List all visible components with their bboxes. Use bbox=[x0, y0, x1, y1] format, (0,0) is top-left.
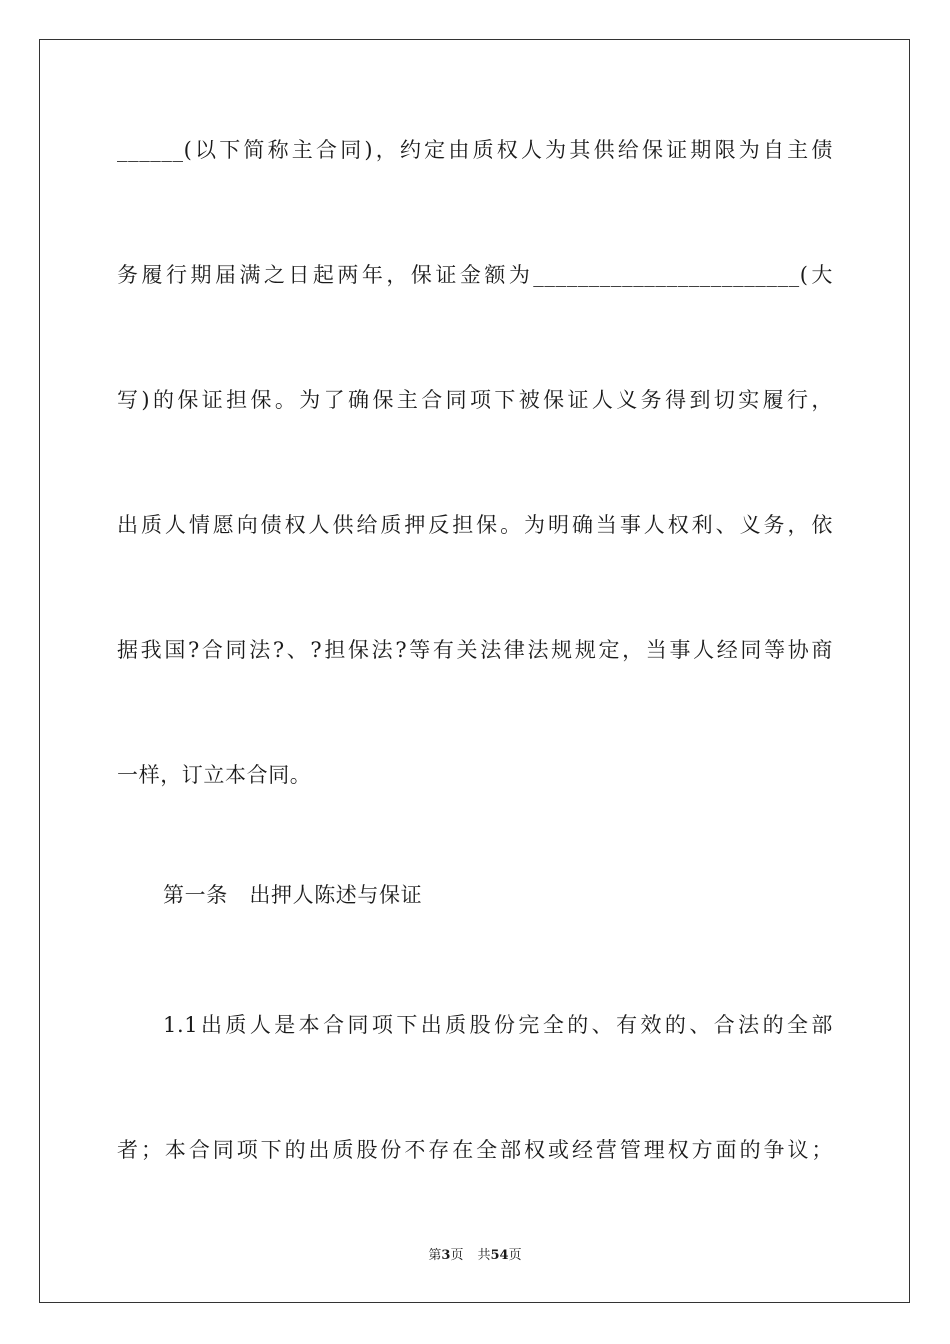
body-line-6: 一样，订立本合同。 bbox=[117, 763, 312, 787]
body-line-5: 据我国?合同法?、?担保法?等有关法律法规规定，当事人经同等协商 bbox=[117, 638, 833, 662]
page-number: 3 bbox=[441, 1248, 451, 1263]
body-line-4: 出质人情愿向债权人供给质押反担保。为明确当事人权利、义务，依 bbox=[117, 513, 833, 537]
body-line-2: 务履行期届满之日起两年，保证金额为________________________(大 bbox=[117, 263, 833, 287]
total-prefix: 共 bbox=[477, 1248, 491, 1263]
clause-line-2: 者；本合同项下的出质股份不存在全部权或经营管理权方面的争议； bbox=[117, 1138, 833, 1162]
body-line-1: ______(以下简称主合同)，约定由质权人为其供给保证期限为自主债 bbox=[117, 138, 833, 162]
page-border bbox=[39, 39, 910, 1303]
total-pages: 54 bbox=[490, 1248, 509, 1263]
clause-line-1: 1.1出质人是本合同项下出质股份完全的、有效的、合法的全部 bbox=[163, 1013, 833, 1037]
page-suffix: 页 bbox=[450, 1248, 464, 1263]
body-line-3: 写)的保证担保。为了确保主合同项下被保证人义务得到切实履行， bbox=[117, 388, 833, 412]
article-heading: 第一条 出押人陈述与保证 bbox=[163, 883, 423, 907]
page-prefix: 第 bbox=[428, 1248, 442, 1263]
total-suffix: 页 bbox=[508, 1248, 522, 1263]
page-footer bbox=[0, 1247, 950, 1265]
